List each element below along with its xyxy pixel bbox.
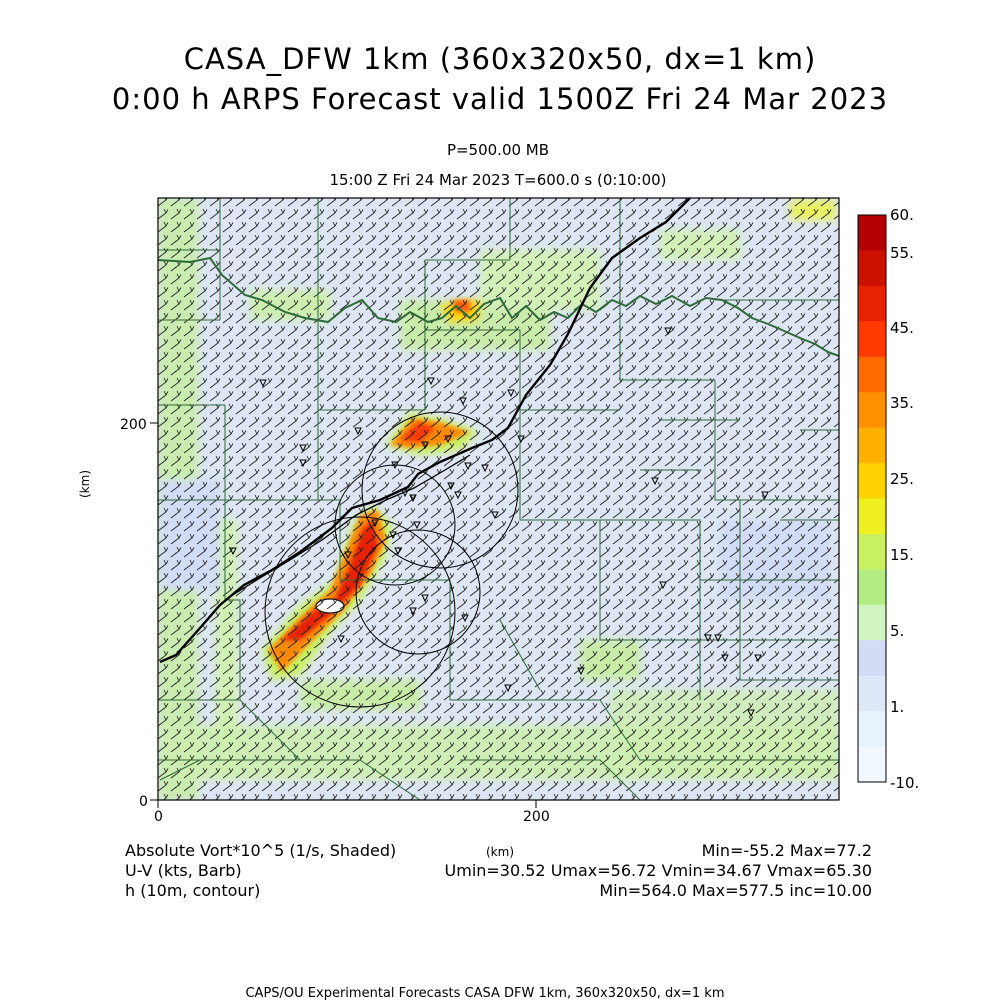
colorbar-segment bbox=[858, 605, 886, 641]
legend-vorticity-stats: Min=-55.2 Max=77.2 bbox=[701, 841, 872, 860]
legend-height-stats: Min=564.0 Max=577.5 inc=10.00 bbox=[599, 881, 872, 900]
colorbar-segment bbox=[858, 640, 886, 676]
colorbar-segment bbox=[858, 676, 886, 712]
y-tick-0: 0 bbox=[139, 794, 148, 810]
colorbar-segment bbox=[858, 321, 886, 357]
legend-wind-stats: Umin=30.52 Umax=56.72 Vmin=34.67 Vmax=65.30 bbox=[444, 861, 872, 880]
colorbar-label: 35. bbox=[890, 394, 914, 412]
colorbar-label: 55. bbox=[890, 244, 914, 262]
vorticity-shading bbox=[158, 198, 840, 800]
colorbar-segment bbox=[858, 428, 886, 464]
y-tick-200: 200 bbox=[120, 417, 147, 433]
colorbar-label: 5. bbox=[890, 622, 905, 640]
colorbar-segment bbox=[858, 215, 886, 251]
colorbar-label: 15. bbox=[890, 546, 914, 564]
title-line-2: 0:00 h ARPS Forecast valid 1500Z Fri 24 Mar 2023 bbox=[111, 82, 889, 116]
colorbar-label: 45. bbox=[890, 319, 914, 337]
y-axis-label: (km) bbox=[78, 469, 92, 498]
colorbar-segment bbox=[858, 286, 886, 322]
legend-height: h (10m, contour) bbox=[125, 881, 261, 900]
map-panel bbox=[150, 198, 840, 808]
colorbar-segment bbox=[858, 392, 886, 428]
colorbar-label: 25. bbox=[890, 470, 914, 488]
wind-barb-field bbox=[158, 198, 839, 800]
x-axis-label: (km) bbox=[486, 845, 515, 859]
colorbar-segment bbox=[858, 499, 886, 535]
colorbar-segment bbox=[858, 250, 886, 286]
legend-vorticity: Absolute Vort*10^5 (1/s, Shaded) bbox=[125, 841, 397, 860]
colorbar-label: -10. bbox=[890, 774, 920, 792]
legend-wind: U-V (kts, Barb) bbox=[125, 861, 242, 880]
colorbar-label: 60. bbox=[890, 206, 914, 224]
x-tick-0: 0 bbox=[154, 809, 163, 825]
title-line-1: CASA_DFW 1km (360x320x50, dx=1 km) bbox=[183, 42, 817, 76]
colorbar-segment bbox=[858, 463, 886, 499]
colorbar-segment bbox=[858, 357, 886, 393]
colorbar-segment bbox=[858, 569, 886, 605]
valid-time-line: 15:00 Z Fri 24 Mar 2023 T=600.0 s (0:10:00) bbox=[329, 171, 667, 189]
footer-credit: CAPS/OU Experimental Forecasts CASA DFW 1km, 360x320x50, dx=1 km bbox=[245, 986, 725, 1001]
colorbar-segment bbox=[858, 711, 886, 747]
pressure-level: P=500.00 MB bbox=[446, 141, 550, 159]
colorbar-segment bbox=[858, 534, 886, 570]
x-tick-200: 200 bbox=[523, 809, 550, 825]
colorbar-label: 1. bbox=[890, 698, 905, 716]
colorbar bbox=[858, 206, 919, 792]
colorbar-segment bbox=[858, 747, 886, 783]
